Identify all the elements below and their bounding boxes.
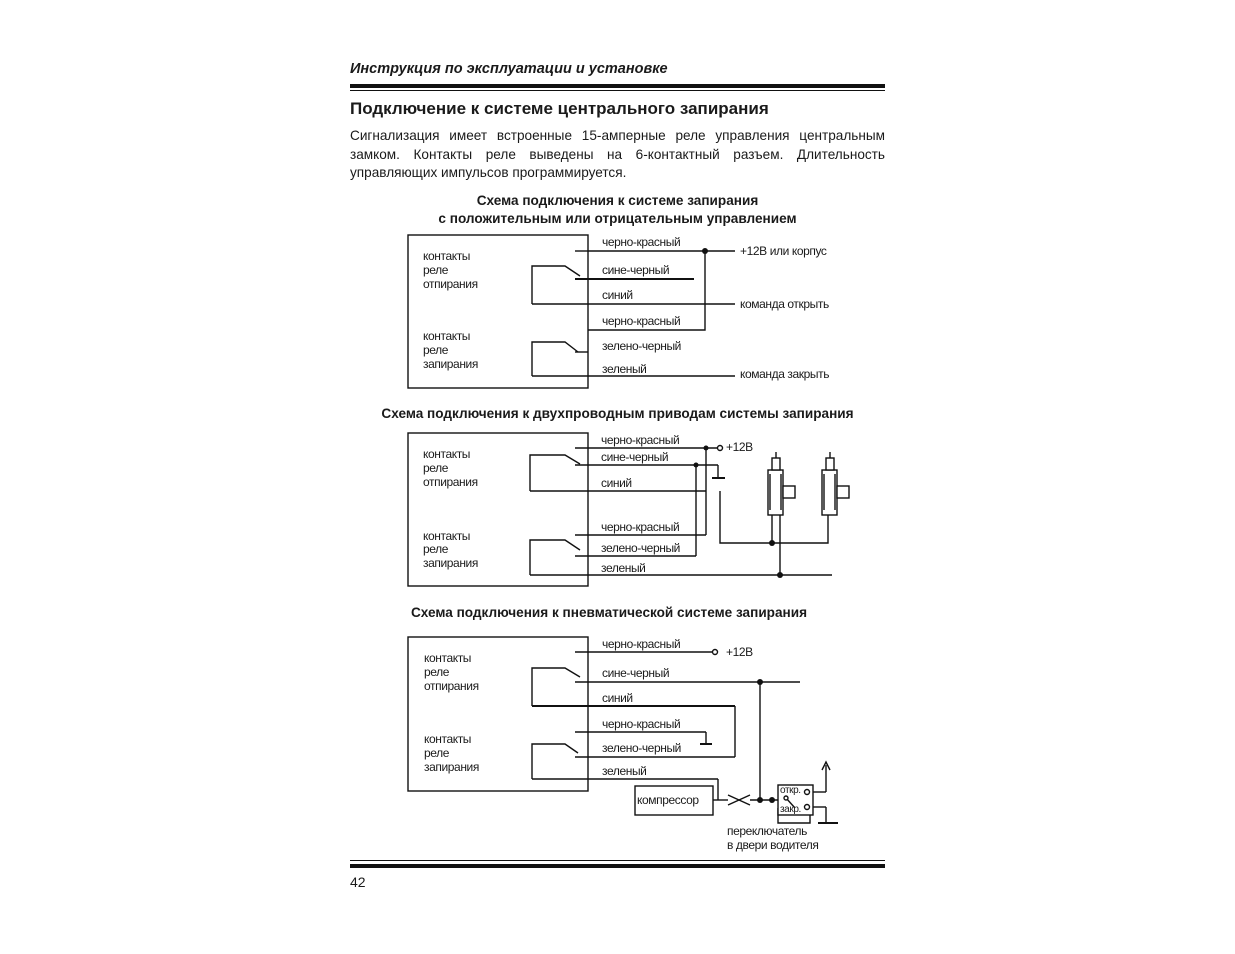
d3-wire-4: черно-красный: [602, 717, 681, 731]
d2-relay2-line3: запирания: [423, 556, 478, 570]
diagram2-caption: Схема подключения к двухпроводным приводам системы запирания: [381, 406, 854, 421]
d3-wire-5: зелено-черный: [602, 741, 681, 755]
d3-switch-close-label: закр.: [780, 804, 801, 815]
d1-wire-1: черно-красный: [602, 235, 681, 249]
d2-relay2-line1: контакты: [423, 529, 471, 543]
d1-close-command: команда закрыть: [740, 367, 830, 381]
d3-switch-open-label: откр.: [780, 785, 801, 796]
d3-relay1-line1: контакты: [424, 651, 472, 665]
d2-relay2-line2: реле: [423, 542, 449, 556]
d3-wire-2: сине-черный: [602, 666, 670, 680]
footer-rule-thin: [350, 860, 885, 861]
d1-open-command: команда открыть: [740, 297, 829, 311]
d3-wire-3: синий: [602, 691, 633, 705]
d1-wire-4: черно-красный: [602, 314, 681, 328]
d3-wire-1: черно-красный: [602, 637, 681, 651]
d2-wire-1: черно-красный: [601, 433, 680, 447]
page-number: 42: [350, 874, 366, 890]
d1-relay1-line1: контакты: [423, 249, 471, 263]
diagram1-junction: [702, 248, 708, 254]
d3-relay1-line2: реле: [424, 665, 450, 679]
d2-relay1-line1: контакты: [423, 447, 471, 461]
d1-wire-3: синий: [602, 288, 633, 302]
d2-relay1-line3: отпирания: [423, 475, 478, 489]
d3-relay2-line3: запирания: [424, 760, 479, 774]
diagram3-caption: Схема подключения к пневматической системе запирания: [410, 605, 808, 620]
d2-wire-4: черно-красный: [601, 520, 680, 534]
diagram3-labels: [424, 637, 818, 852]
footer-rule-thick: [350, 864, 885, 868]
d3-power-label: +12В: [726, 645, 753, 659]
diagram1-labels: [423, 235, 829, 381]
d2-relay1-line2: реле: [423, 461, 449, 475]
d1-relay1-line3: отпирания: [423, 277, 478, 291]
d2-wire-3: синий: [601, 476, 632, 490]
d1-relay2-line2: реле: [423, 343, 449, 357]
d2-wire-2: сине-черный: [601, 450, 669, 464]
d1-relay2-line3: запирания: [423, 357, 478, 371]
diagram1-caption-line1: Схема подключения к системе запирания: [476, 193, 759, 208]
d3-relay2-line2: реле: [424, 746, 450, 760]
d3-relay2-line1: контакты: [424, 732, 472, 746]
running-header: Инструкция по эксплуатации и установке: [350, 61, 668, 77]
d1-wire-6: зеленый: [602, 362, 647, 376]
d1-wire-5: зелено-черный: [602, 339, 681, 353]
d1-relay1-line2: реле: [423, 263, 449, 277]
d2-wire-5: зелено-черный: [601, 541, 680, 555]
diagram1-caption-line2: с положительным или отрицательным управлением: [438, 211, 797, 226]
section-title: Подключение к системе центрального запирания: [350, 99, 769, 118]
d3-relay1-line3: отпирания: [424, 679, 479, 693]
d3-wire-6: зеленый: [602, 764, 647, 778]
d1-power-label: +12В или корпус: [740, 244, 827, 258]
d3-switch-caption-line1: переключатель: [727, 824, 807, 838]
intro-paragraph: Сигнализация имеет встроенные 15-амперные реле управления центральным замком. Контакты реле выведены на 6-контактный разъем. Длительность управляющих импульсов программируется.: [350, 128, 885, 180]
d2-power-label: +12В: [726, 440, 753, 454]
d3-switch-caption-line2: в двери водителя: [727, 838, 819, 852]
d3-compressor-label: компрессор: [637, 793, 699, 807]
d2-wire-6: зеленый: [601, 561, 646, 575]
d1-relay2-line1: контакты: [423, 329, 471, 343]
d1-wire-2: сине-черный: [602, 263, 670, 277]
